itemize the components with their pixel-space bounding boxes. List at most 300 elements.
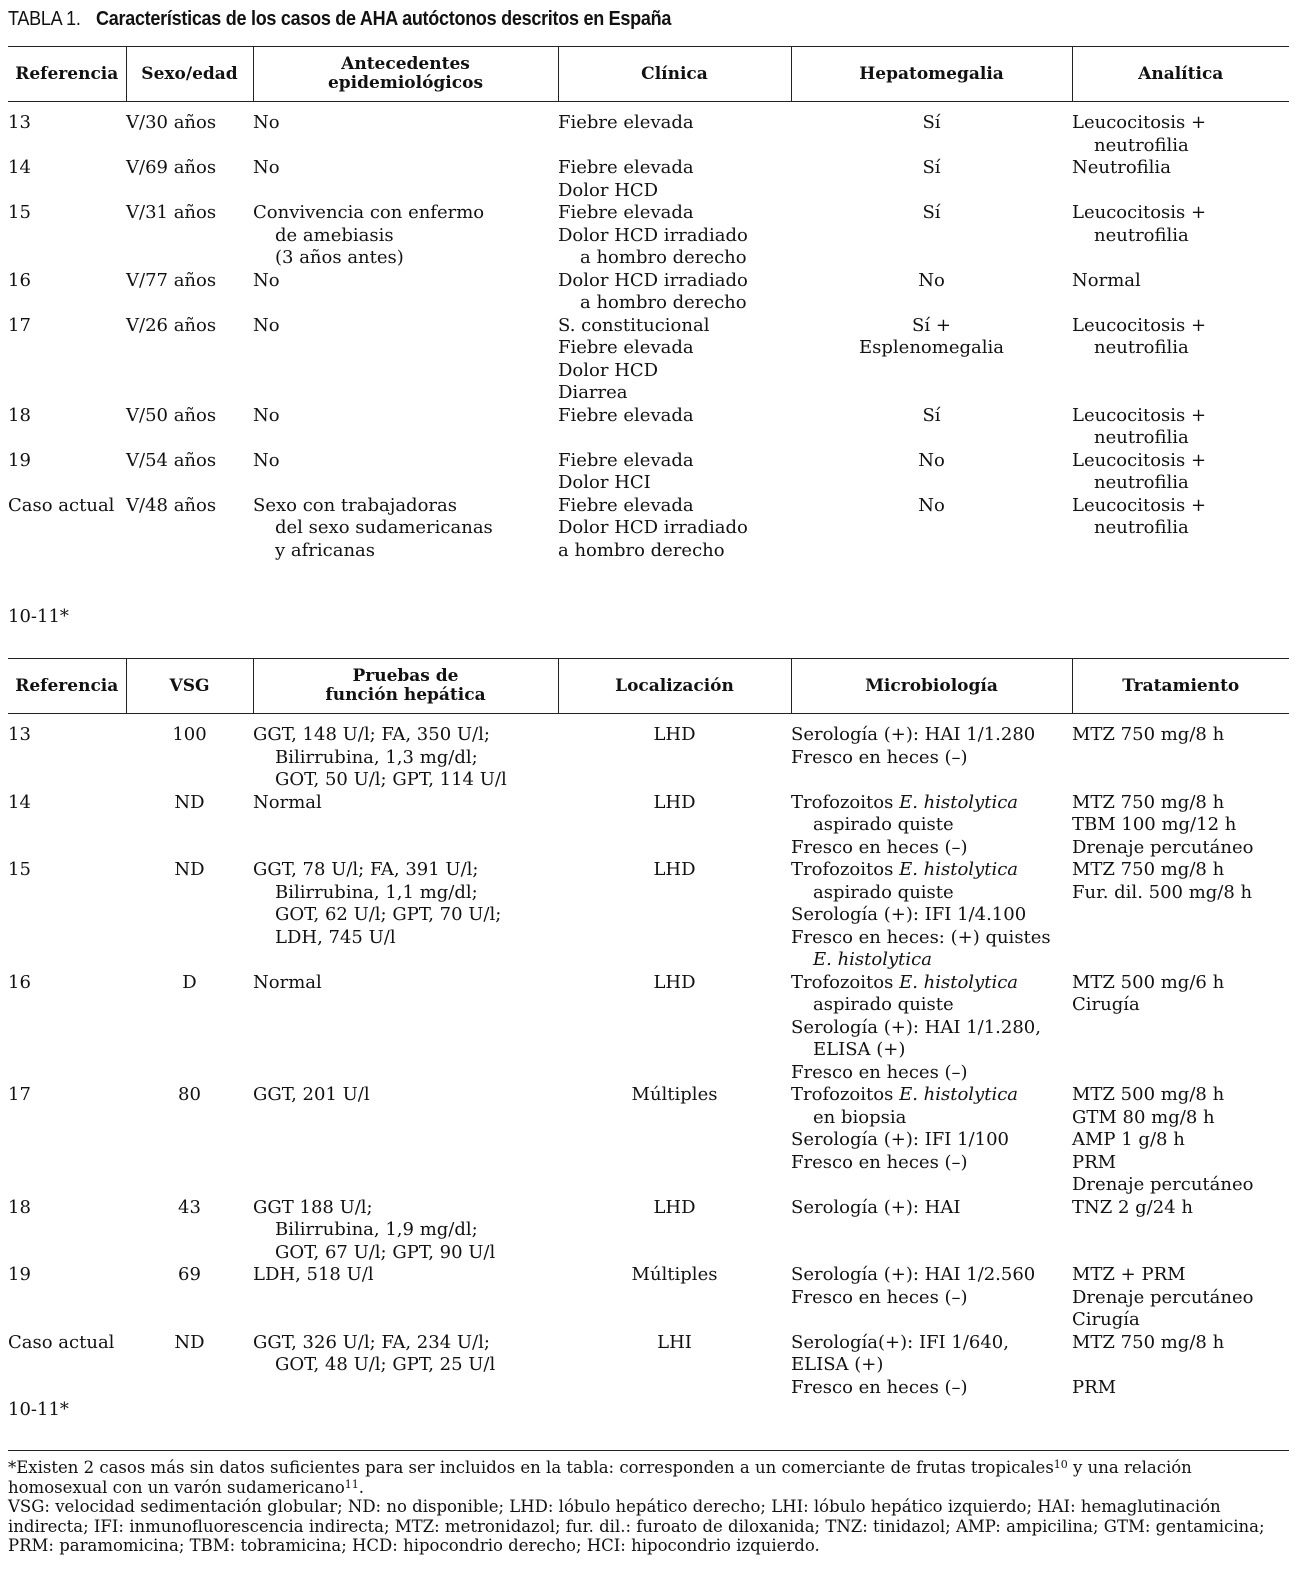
cell-sexo-edad-line: V/31 años <box>126 202 217 223</box>
cell-hepatomegalia <box>791 112 1072 157</box>
cell-analitica-line: Leucocitosis + <box>1072 404 1207 426</box>
cell-clinica <box>558 315 791 405</box>
cell-antecedentes-line: y africanas <box>275 539 376 561</box>
cell-referencia-line: 15 <box>8 859 31 880</box>
cell-analitica-line: neutrofilia <box>1094 517 1189 538</box>
cell-referencia-line: Caso actual <box>8 494 115 516</box>
cell-microbiologia <box>791 1332 1072 1400</box>
t2-header-line: Referencia <box>15 675 119 696</box>
cell-funcion-hepatica <box>253 859 558 972</box>
cell-antecedentes <box>253 112 558 157</box>
cell-clinica <box>558 450 791 495</box>
cell-referencia-line: 17 <box>8 1084 31 1105</box>
cell-microbiologia <box>791 1264 1072 1332</box>
cell-antecedentes-line: No <box>253 449 280 471</box>
cell-localizacion-line: Múltiples <box>631 1264 718 1285</box>
cell-vsg <box>126 859 253 972</box>
cell-localizacion <box>558 1264 791 1332</box>
cell-referencia-line: 16 <box>8 269 31 291</box>
table-row <box>8 972 1289 1085</box>
spacer-row <box>8 714 1289 725</box>
cell-referencia <box>8 315 126 405</box>
cell-microbiologia-line: Serología (+): HAI 1/1.280, <box>791 1016 1041 1038</box>
table-row <box>8 724 1289 792</box>
cell-analitica-line: Neutrofilia <box>1072 157 1171 178</box>
cell-clinica <box>558 112 791 157</box>
cell-tratamiento <box>1072 859 1289 972</box>
cell-funcion-hepatica-line: LDH, 745 U/l <box>275 926 396 948</box>
table-row <box>8 450 1289 495</box>
cell-vsg-line: 100 <box>172 724 207 745</box>
cell-clinica-line: Fiebre elevada <box>558 112 694 133</box>
cell-microbiologia-line: Fresco en heces (–) <box>791 746 968 768</box>
cell-funcion-hepatica-line: GOT, 62 U/l; GPT, 70 U/l; <box>275 904 502 925</box>
cell-tratamiento <box>1072 1264 1289 1332</box>
cell-localizacion-line: LHD <box>653 859 696 880</box>
cell-funcion-hepatica <box>253 1332 558 1400</box>
cell-tratamiento-line: MTZ 500 mg/8 h <box>1072 1084 1225 1105</box>
cell-clinica <box>558 202 791 270</box>
cell-antecedentes-line: No <box>253 314 280 336</box>
cell-referencia-line: 14 <box>8 157 31 178</box>
cell-antecedentes <box>253 495 558 563</box>
cell-analitica-line: Leucocitosis + <box>1072 314 1207 336</box>
cell-antecedentes-line: No <box>253 269 280 291</box>
cell-microbiologia-line: ELISA (+) <box>791 1354 884 1375</box>
cell-funcion-hepatica-line: LDH, 518 U/l <box>253 1264 374 1285</box>
cell-referencia <box>8 1264 126 1332</box>
cell-microbiologia-line: Fresco en heces (–) <box>791 1151 968 1173</box>
cell-tratamiento <box>1072 724 1289 792</box>
cell-referencia <box>8 450 126 495</box>
cell-analitica <box>1072 315 1289 405</box>
cell-clinica-line: Fiebre elevada <box>558 494 694 516</box>
cell-microbiologia <box>791 859 1072 972</box>
cell-clinica-line: a hombro derecho <box>580 292 747 313</box>
cell-clinica-line: S. constitucional <box>558 314 710 336</box>
cell-hepatomegalia-line: Sí <box>922 202 941 223</box>
table-row <box>8 202 1289 270</box>
cell-tratamiento-line: Drenaje percutáneo <box>1072 1174 1254 1195</box>
cell-funcion-hepatica-line: Bilirrubina, 1,1 mg/dl; <box>275 881 478 903</box>
cell-localizacion <box>558 1197 791 1265</box>
cell-referencia <box>8 202 126 270</box>
table2-note: 10-11* <box>8 1399 69 1420</box>
cell-clinica-line: Dolor HCD irradiado <box>558 269 748 291</box>
cell-sexo-edad <box>126 157 253 202</box>
cell-referencia <box>8 112 126 157</box>
cell-referencia-line: 13 <box>8 724 31 745</box>
cell-microbiologia-line: en biopsia <box>813 1106 907 1128</box>
t1-header-line: Sexo/edad <box>141 63 238 84</box>
t1-header-3 <box>253 47 558 102</box>
cell-funcion-hepatica-line: GOT, 67 U/l; GPT, 90 U/l <box>275 1241 496 1263</box>
cell-microbiologia-line: Trofozoitos E. histolytica <box>791 791 1019 813</box>
cell-funcion-hepatica <box>253 1264 558 1332</box>
cell-clinica <box>558 157 791 202</box>
cell-clinica <box>558 495 791 563</box>
footnote-line-5: PRM: paramomicina; TBM: tobramicina; HCD: hipocondrio derecho; HCI: hipocondrio izquierdo. <box>8 1536 820 1555</box>
cell-microbiologia-line: Fresco en heces (–) <box>791 1286 968 1308</box>
cell-tratamiento <box>1072 1332 1289 1400</box>
cell-tratamiento-line: MTZ + PRM <box>1072 1264 1186 1285</box>
cell-vsg-line: 80 <box>178 1084 201 1105</box>
cell-hepatomegalia-line: No <box>918 449 945 471</box>
cell-sexo-edad <box>126 270 253 315</box>
cell-sexo-edad-line: V/48 años <box>126 494 217 516</box>
cell-clinica-line: Fiebre elevada <box>558 202 694 223</box>
cell-vsg <box>126 1084 253 1197</box>
cell-microbiologia-line: aspirado quiste <box>813 881 954 903</box>
cell-microbiologia-line: Fresco en heces (–) <box>791 1061 968 1083</box>
spacer-row <box>8 102 1289 113</box>
cell-analitica <box>1072 202 1289 270</box>
footnotes <box>8 1458 1289 1556</box>
cell-referencia <box>8 270 126 315</box>
cell-microbiologia-line: ELISA (+) <box>813 1039 906 1060</box>
cell-localizacion-line: Múltiples <box>631 1084 718 1105</box>
cell-antecedentes <box>253 315 558 405</box>
table-row <box>8 1084 1289 1197</box>
cell-microbiologia-line: aspirado quiste <box>813 814 954 835</box>
cell-antecedentes-line: Sexo con trabajadoras <box>253 494 457 516</box>
cell-vsg-line: ND <box>174 1331 205 1353</box>
cell-antecedentes-line: (3 años antes) <box>275 247 404 268</box>
cell-analitica-line: Normal <box>1072 269 1141 291</box>
cell-tratamiento-line: MTZ 750 mg/8 h <box>1072 791 1225 813</box>
table-title <box>8 8 735 31</box>
t1-header-4 <box>558 47 791 102</box>
cell-microbiologia <box>791 972 1072 1085</box>
cell-referencia <box>8 405 126 450</box>
table-row <box>8 859 1289 972</box>
cell-clinica-line: Fiebre elevada <box>558 157 694 178</box>
cell-hepatomegalia <box>791 405 1072 450</box>
cell-analitica-line: Leucocitosis + <box>1072 112 1207 133</box>
cell-hepatomegalia-line: Sí <box>922 404 941 426</box>
cell-localizacion <box>558 859 791 972</box>
cell-microbiologia-line: Trofozoitos E. histolytica <box>791 859 1019 880</box>
cell-tratamiento-line: PRM <box>1072 1151 1117 1173</box>
cell-sexo-edad <box>126 405 253 450</box>
cell-clinica-line: Dolor HCD irradiado <box>558 224 748 246</box>
cell-sexo-edad <box>126 202 253 270</box>
cell-referencia <box>8 157 126 202</box>
cell-clinica-line: Dolor HCD <box>558 359 659 381</box>
cell-microbiologia-line: Serología(+): IFI 1/640, <box>791 1331 1009 1353</box>
cell-funcion-hepatica-line: GGT, 148 U/l; FA, 350 U/l; <box>253 724 490 745</box>
cell-tratamiento-line: MTZ 750 mg/8 h <box>1072 724 1225 745</box>
cell-hepatomegalia <box>791 495 1072 563</box>
cell-referencia <box>8 972 126 1085</box>
cell-microbiologia-line: Fresco en heces (–) <box>791 836 968 858</box>
cell-microbiologia <box>791 1197 1072 1265</box>
cell-vsg <box>126 724 253 792</box>
t2-header-1 <box>8 659 126 714</box>
cell-hepatomegalia-line: Sí <box>922 112 941 133</box>
t2-header-line: función hepática <box>325 685 486 705</box>
table-row <box>8 315 1289 405</box>
cell-sexo-edad-line: V/50 años <box>126 404 217 426</box>
table-title-label: TABLA 1. <box>8 8 81 30</box>
cell-clinica-line: Fiebre elevada <box>558 337 694 358</box>
cell-tratamiento-line: TNZ 2 g/24 h <box>1072 1196 1193 1218</box>
cell-sexo-edad <box>126 495 253 563</box>
cell-antecedentes-line: No <box>253 112 280 133</box>
cell-antecedentes <box>253 405 558 450</box>
table1-note: 10-11* <box>8 606 69 627</box>
cell-analitica-line: neutrofilia <box>1094 427 1189 448</box>
cell-funcion-hepatica-line: GGT, 326 U/l; FA, 234 U/l; <box>253 1331 490 1353</box>
table-row <box>8 270 1289 315</box>
cell-clinica <box>558 270 791 315</box>
t1-header-line: Hepatomegalia <box>859 63 1004 84</box>
cell-clinica <box>558 405 791 450</box>
cell-funcion-hepatica <box>253 724 558 792</box>
cell-funcion-hepatica <box>253 792 558 860</box>
cell-hepatomegalia-line: Sí + <box>912 314 951 336</box>
cell-clinica-line: Dolor HCI <box>558 472 651 493</box>
footnote-line-1: *Existen 2 casos más sin datos suficientes para ser incluidos en la tabla: corresponden a un comerciante de frutas tropicales$^{10}$ y una relación <box>8 1458 1192 1477</box>
t1-header-line: Clínica <box>641 63 708 84</box>
cell-funcion-hepatica <box>253 972 558 1085</box>
cell-microbiologia-line: Fresco en heces: (+) quistes <box>791 926 1051 948</box>
cell-funcion-hepatica-line: Normal <box>253 791 322 813</box>
cell-tratamiento-line: Cirugía <box>1072 1309 1140 1330</box>
cell-hepatomegalia-line: No <box>918 269 945 291</box>
cell-tratamiento <box>1072 792 1289 860</box>
cell-analitica <box>1072 495 1289 563</box>
t1-header-5 <box>791 47 1072 102</box>
cell-microbiologia-line: Fresco en heces (–) <box>791 1376 968 1398</box>
cell-vsg <box>126 792 253 860</box>
cell-hepatomegalia <box>791 315 1072 405</box>
cell-tratamiento-line: MTZ 500 mg/6 h <box>1072 971 1225 993</box>
t2-header-line: VSG <box>169 675 210 696</box>
cell-clinica-line: a hombro derecho <box>558 539 725 561</box>
cell-sexo-edad <box>126 112 253 157</box>
cell-sexo-edad-line: V/69 años <box>126 157 217 178</box>
cell-tratamiento-line: Cirugía <box>1072 994 1140 1015</box>
cell-clinica-line: a hombro derecho <box>580 247 747 268</box>
cell-antecedentes <box>253 157 558 202</box>
cell-referencia <box>8 1197 126 1265</box>
cell-microbiologia-line: Serología (+): IFI 1/4.100 <box>791 904 1027 925</box>
cell-sexo-edad <box>126 315 253 405</box>
cell-funcion-hepatica-line: GGT, 201 U/l <box>253 1084 370 1105</box>
cell-localizacion <box>558 972 791 1085</box>
cell-clinica-line: Dolor HCD <box>558 179 659 201</box>
cell-funcion-hepatica-line: Bilirrubina, 1,9 mg/dl; <box>275 1219 478 1240</box>
cell-vsg <box>126 1332 253 1400</box>
cell-funcion-hepatica-line: GGT 188 U/l; <box>253 1196 373 1218</box>
cell-vsg <box>126 1264 253 1332</box>
cell-localizacion-line: LHD <box>653 791 696 813</box>
cell-microbiologia <box>791 1084 1072 1197</box>
cell-antecedentes-line: del sexo sudamericanas <box>275 517 493 538</box>
cell-vsg <box>126 1197 253 1265</box>
t2-header-line: Localización <box>615 675 734 696</box>
t1-header-line: Antecedentes <box>341 54 470 74</box>
cell-antecedentes <box>253 450 558 495</box>
cell-tratamiento-line: AMP 1 g/8 h <box>1072 1129 1185 1150</box>
cell-funcion-hepatica-line: Bilirrubina, 1,3 mg/dl; <box>275 746 478 768</box>
cell-tratamiento-line <box>1072 1354 1289 1377</box>
t1-header-line: Referencia <box>15 63 119 84</box>
cell-vsg-line: ND <box>174 791 205 813</box>
cell-microbiologia-line: Serología (+): HAI 1/2.560 <box>791 1264 1036 1285</box>
cell-localizacion <box>558 1084 791 1197</box>
t2-header-line: Pruebas de <box>352 666 459 686</box>
cell-clinica-line: Diarrea <box>558 382 628 403</box>
cell-tratamiento <box>1072 1084 1289 1197</box>
t2-header-5 <box>791 659 1072 714</box>
t1-header-2 <box>126 47 253 102</box>
cell-referencia <box>8 859 126 972</box>
cell-referencia-line: 18 <box>8 404 31 426</box>
cell-referencia-line: 19 <box>8 449 31 471</box>
cell-hepatomegalia-line: No <box>918 494 945 516</box>
cell-antecedentes-line: Convivencia con enfermo <box>253 202 485 223</box>
cell-clinica-line: Fiebre elevada <box>558 449 694 471</box>
t2-header-line: Tratamiento <box>1122 675 1240 696</box>
cell-localizacion-line: LHD <box>653 724 696 745</box>
cell-antecedentes-line: No <box>253 157 280 178</box>
footnote-line-2: homosexual con un varón sudamericano$^{11}$. <box>8 1477 365 1497</box>
cases-table-diagnostics <box>8 658 1289 1399</box>
cell-localizacion <box>558 724 791 792</box>
table-row <box>8 1197 1289 1265</box>
cell-analitica-line: Leucocitosis + <box>1072 494 1207 516</box>
table-row <box>8 405 1289 450</box>
cell-analitica-line: neutrofilia <box>1094 337 1189 358</box>
cell-hepatomegalia <box>791 202 1072 270</box>
cell-analitica <box>1072 450 1289 495</box>
cell-hepatomegalia-line: Sí <box>922 157 941 178</box>
cell-tratamiento-line: MTZ 750 mg/8 h <box>1072 1331 1225 1353</box>
cell-microbiologia-line: Trofozoitos E. histolytica <box>791 971 1019 993</box>
cell-microbiologia-line: Serología (+): HAI 1/1.280 <box>791 724 1036 745</box>
cell-clinica-line: Dolor HCD irradiado <box>558 517 748 538</box>
cell-analitica <box>1072 157 1289 202</box>
cell-referencia-line: Caso actual <box>8 1331 115 1353</box>
cell-hepatomegalia <box>791 157 1072 202</box>
cell-referencia-line: 13 <box>8 112 31 133</box>
cell-referencia-line: 14 <box>8 791 31 813</box>
cell-vsg-line: 69 <box>178 1264 201 1285</box>
cell-referencia-line: 15 <box>8 202 31 223</box>
cell-vsg-line: ND <box>174 859 205 880</box>
table-row <box>8 495 1289 563</box>
table-title-text: Características de los casos de AHA autóctonos descritos en España <box>95 8 671 30</box>
t2-header-2 <box>126 659 253 714</box>
cell-localizacion-line: LHI <box>657 1331 692 1353</box>
cell-referencia-line: 17 <box>8 314 31 336</box>
table-row <box>8 1332 1289 1400</box>
t2-header-3 <box>253 659 558 714</box>
cell-microbiologia-line: Trofozoitos E. histolytica <box>791 1084 1019 1105</box>
cell-analitica <box>1072 112 1289 157</box>
cell-sexo-edad <box>126 450 253 495</box>
cell-analitica <box>1072 405 1289 450</box>
t1-header-line: Analítica <box>1138 63 1224 84</box>
cell-hepatomegalia <box>791 270 1072 315</box>
cell-vsg-line: D <box>182 971 197 993</box>
cell-referencia <box>8 1332 126 1400</box>
cell-microbiologia <box>791 724 1072 792</box>
cell-tratamiento-line: Drenaje percutáneo <box>1072 1286 1254 1308</box>
t2-header-6 <box>1072 659 1289 714</box>
cell-microbiologia-line: E. histolytica <box>813 949 932 970</box>
footnote-divider <box>8 1450 1289 1451</box>
cell-sexo-edad-line: V/54 años <box>126 449 217 471</box>
cell-analitica-line: Leucocitosis + <box>1072 449 1207 471</box>
cell-clinica-line: Fiebre elevada <box>558 404 694 426</box>
t2-header-4 <box>558 659 791 714</box>
cell-sexo-edad-line: V/77 años <box>126 269 217 291</box>
t1-header-1 <box>8 47 126 102</box>
cell-vsg <box>126 972 253 1085</box>
cell-analitica-line: neutrofilia <box>1094 472 1189 493</box>
cell-antecedentes-line: de amebiasis <box>275 224 394 246</box>
cell-sexo-edad-line: V/30 años <box>126 112 217 133</box>
cell-hepatomegalia-line: Esplenomegalia <box>859 337 1004 358</box>
cell-tratamiento-line: Drenaje percutáneo <box>1072 836 1254 858</box>
cell-localizacion <box>558 792 791 860</box>
cell-sexo-edad-line: V/26 años <box>126 314 217 336</box>
cell-tratamiento-line: TBM 100 mg/12 h <box>1072 814 1237 835</box>
cell-analitica-line: neutrofilia <box>1094 224 1189 246</box>
cell-analitica-line: Leucocitosis + <box>1072 202 1207 223</box>
t1-header-6 <box>1072 47 1289 102</box>
cell-microbiologia <box>791 792 1072 860</box>
cases-table-clinical <box>8 46 1289 562</box>
cell-funcion-hepatica-line: GOT, 48 U/l; GPT, 25 U/l <box>275 1354 496 1375</box>
cell-localizacion <box>558 1332 791 1400</box>
cell-antecedentes <box>253 202 558 270</box>
cell-referencia <box>8 495 126 563</box>
cell-referencia-line: 16 <box>8 971 31 993</box>
cell-funcion-hepatica <box>253 1084 558 1197</box>
cell-hepatomegalia <box>791 450 1072 495</box>
cell-referencia-line: 19 <box>8 1264 31 1285</box>
cell-antecedentes-line: No <box>253 404 280 426</box>
cell-microbiologia-line: aspirado quiste <box>813 994 954 1015</box>
table-row <box>8 792 1289 860</box>
table-row <box>8 1264 1289 1332</box>
cell-microbiologia-line: Serología (+): IFI 1/100 <box>791 1129 1009 1150</box>
t1-header-line: epidemiológicos <box>327 73 484 93</box>
cell-vsg-line: 43 <box>178 1196 201 1218</box>
cell-referencia <box>8 724 126 792</box>
t2-header-line: Microbiología <box>865 675 998 696</box>
cell-funcion-hepatica-line: GGT, 78 U/l; FA, 391 U/l; <box>253 859 479 880</box>
cell-antecedentes <box>253 270 558 315</box>
cell-tratamiento-line: PRM <box>1072 1376 1117 1398</box>
table-row <box>8 157 1289 202</box>
cell-tratamiento-line: GTM 80 mg/8 h <box>1072 1106 1215 1128</box>
cell-referencia <box>8 1084 126 1197</box>
cell-referencia <box>8 792 126 860</box>
cell-funcion-hepatica <box>253 1197 558 1265</box>
cell-tratamiento <box>1072 972 1289 1085</box>
table-row <box>8 112 1289 157</box>
cell-tratamiento-line: Fur. dil. 500 mg/8 h <box>1072 881 1253 903</box>
cell-funcion-hepatica-line: GOT, 50 U/l; GPT, 114 U/l <box>275 769 507 790</box>
cell-localizacion-line: LHD <box>653 971 696 993</box>
cell-analitica <box>1072 270 1289 315</box>
footnote-line-3: VSG: velocidad sedimentación globular; ND: no disponible; LHD: lóbulo hepático derecho; LHI: lóbulo hepático izquierdo; HAI: hemaglutinación <box>8 1497 1221 1516</box>
